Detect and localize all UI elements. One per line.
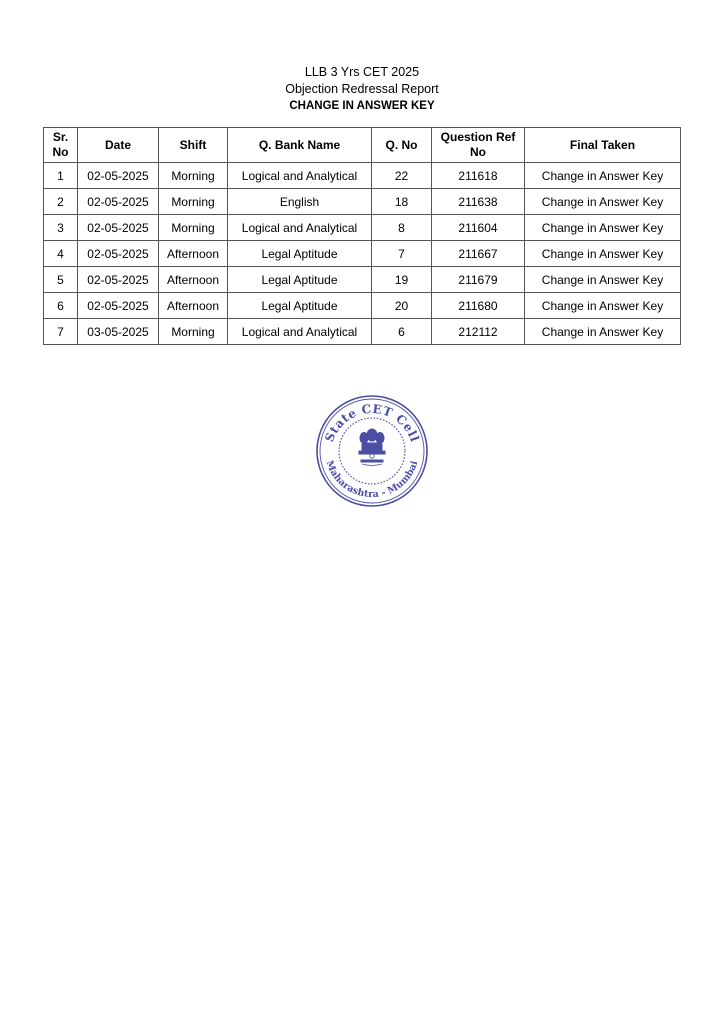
cell-question-ref-no: 211667	[432, 241, 525, 267]
cell-sr-no: 5	[44, 267, 78, 293]
cell-question-ref-no: 211618	[432, 163, 525, 189]
cell-date: 02-05-2025	[78, 163, 159, 189]
report-subtitle: CHANGE IN ANSWER KEY	[289, 100, 435, 112]
cell-final-taken: Change in Answer Key	[525, 163, 681, 189]
table-row	[44, 241, 681, 267]
cell-shift: Afternoon	[159, 293, 228, 319]
cell-question-ref-no: 212112	[432, 319, 525, 345]
table-row	[44, 319, 681, 345]
table-row	[44, 215, 681, 241]
cell-q-bank-name: Logical and Analytical	[228, 215, 372, 241]
cell-final-taken: Change in Answer Key	[525, 189, 681, 215]
cell-sr-no: 4	[44, 241, 78, 267]
cell-date: 02-05-2025	[78, 189, 159, 215]
table-row	[44, 293, 681, 319]
emblem-icon	[359, 429, 385, 466]
cell-shift: Morning	[159, 189, 228, 215]
cell-shift: Morning	[159, 163, 228, 189]
table-row	[44, 189, 681, 215]
col-header-question-ref-no: Question Ref No	[432, 128, 525, 163]
report-title: Objection Redressal Report	[285, 82, 439, 96]
cell-q-bank-name: Legal Aptitude	[228, 241, 372, 267]
cell-q-no: 19	[372, 267, 432, 293]
cell-q-no: 7	[372, 241, 432, 267]
cell-final-taken: Change in Answer Key	[525, 241, 681, 267]
table-row	[44, 163, 681, 189]
cell-question-ref-no: 211680	[432, 293, 525, 319]
cell-q-no: 6	[372, 319, 432, 345]
cell-shift: Morning	[159, 319, 228, 345]
cell-q-bank-name: Logical and Analytical	[228, 319, 372, 345]
seal-bottom-text: Maharashtra - Mumbai	[323, 459, 421, 501]
cell-q-bank-name: Logical and Analytical	[228, 163, 372, 189]
seal-top-text: State CET Cell	[322, 401, 422, 444]
table-header	[44, 128, 681, 163]
col-header-sr-no: Sr. No	[44, 128, 78, 163]
cell-sr-no: 3	[44, 215, 78, 241]
cell-q-bank-name: Legal Aptitude	[228, 293, 372, 319]
cell-sr-no: 2	[44, 189, 78, 215]
report-header	[0, 64, 724, 115]
col-header-final-taken: Final Taken	[525, 128, 681, 163]
cell-date: 02-05-2025	[78, 215, 159, 241]
col-header-q-no: Q. No	[372, 128, 432, 163]
cell-date: 02-05-2025	[78, 293, 159, 319]
objection-table	[43, 127, 681, 345]
cell-sr-no: 1	[44, 163, 78, 189]
cell-final-taken: Change in Answer Key	[525, 215, 681, 241]
cell-final-taken: Change in Answer Key	[525, 319, 681, 345]
cell-q-bank-name: English	[228, 189, 372, 215]
cell-shift: Morning	[159, 215, 228, 241]
cell-question-ref-no: 211604	[432, 215, 525, 241]
col-header-shift: Shift	[159, 128, 228, 163]
cell-shift: Afternoon	[159, 267, 228, 293]
cell-sr-no: 7	[44, 319, 78, 345]
table-body	[44, 163, 681, 345]
cell-sr-no: 6	[44, 293, 78, 319]
cell-final-taken: Change in Answer Key	[525, 267, 681, 293]
cell-q-bank-name: Legal Aptitude	[228, 267, 372, 293]
cell-q-no: 18	[372, 189, 432, 215]
cell-q-no: 20	[372, 293, 432, 319]
cell-final-taken: Change in Answer Key	[525, 293, 681, 319]
cell-q-no: 22	[372, 163, 432, 189]
col-header-q-bank-name: Q. Bank Name	[228, 128, 372, 163]
col-header-date: Date	[78, 128, 159, 163]
cell-date: 03-05-2025	[78, 319, 159, 345]
exam-title: LLB 3 Yrs CET 2025	[304, 65, 420, 79]
cell-q-no: 8	[372, 215, 432, 241]
cell-date: 02-05-2025	[78, 241, 159, 267]
state-cet-cell-seal	[312, 394, 432, 509]
cell-question-ref-no: 211638	[432, 189, 525, 215]
cell-date: 02-05-2025	[78, 267, 159, 293]
cell-shift: Afternoon	[159, 241, 228, 267]
cell-question-ref-no: 211679	[432, 267, 525, 293]
table-row	[44, 267, 681, 293]
table-header-row	[44, 128, 681, 163]
